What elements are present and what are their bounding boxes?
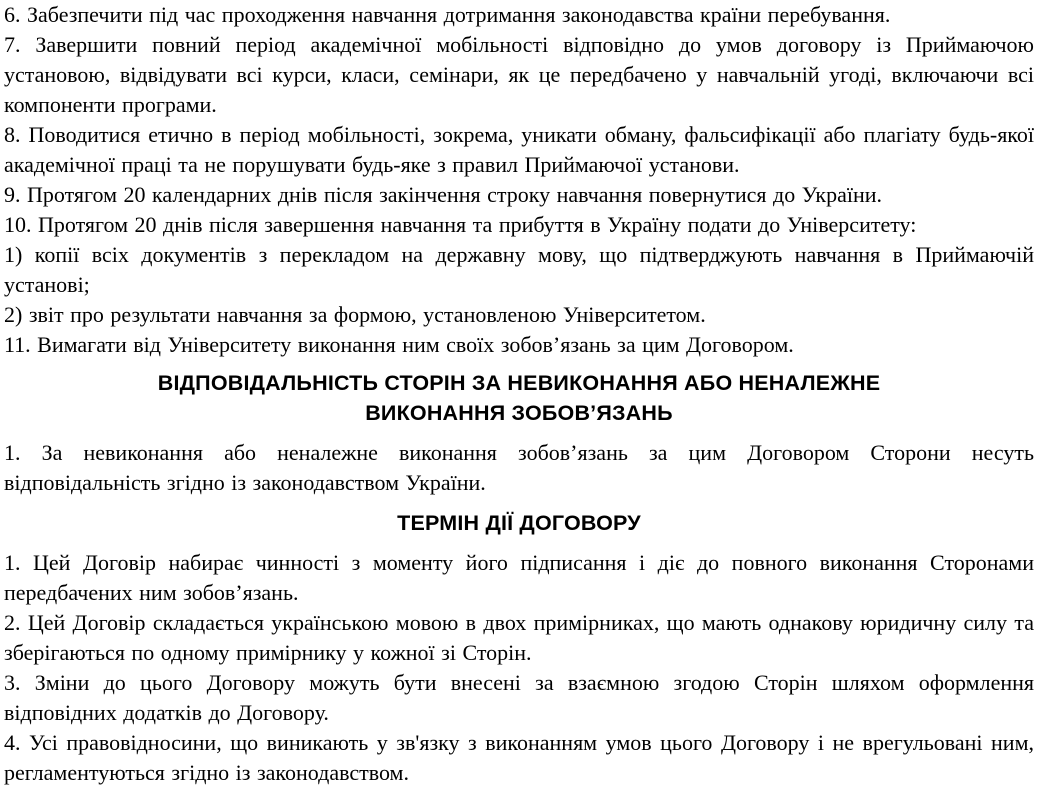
- term-clause-1: 1. Цей Договір набирає чинності з моменту його підписання і діє до повного виконання Сторонами передбачених ним зобов’язань.: [4, 550, 1034, 605]
- liability-heading-line-1: ВІДПОВІДАЛЬНІСТЬ СТОРІН ЗА НЕВИКОНАННЯ АБО НЕНАЛЕЖНЕ: [157, 371, 881, 395]
- liability-heading-line-2: ВИКОНАННЯ ЗОБОВ’ЯЗАНЬ: [365, 401, 673, 425]
- term-clause-4: 4. Усі правовідносини, що виникають у зв'язку з виконанням умов цього Договору і не врегульовані ним, регламентуються згідно із законодавством.: [4, 730, 1034, 785]
- clause-9: 9. Протягом 20 календарних днів після закінчення строку навчання повернутися до України.: [4, 182, 882, 207]
- clause-7: 7. Завершити повний період академічної мобільності відповідно до умов договору із Приймаючою установою, відвідувати всі курси, класи, семінари, як це передбачено у навчальній угоді, включаючи всі компоненти програми.: [4, 32, 1034, 117]
- clause-10: 10. Протягом 20 днів після завершення навчання та прибуття в Україну подати до Університету:: [4, 212, 917, 237]
- clause-10-item-2: 2) звіт про результати навчання за формою, установленою Університетом.: [4, 302, 706, 327]
- clause-6: 6. Забезпечити під час проходження навчання дотримання законодавства країни перебування.: [4, 2, 891, 27]
- term-heading: ТЕРМІН ДІЇ ДОГОВОРУ: [397, 511, 641, 535]
- term-clause-2: 2. Цей Договір складається українською мовою в двох примірниках, що мають однакову юридичну силу та зберігаються по одному примірнику у кожної зі Сторін.: [4, 610, 1034, 665]
- clause-10-item-1: 1) копії всіх документів з перекладом на державну мову, що підтверджують навчання в Приймаючій установі;: [4, 242, 1034, 297]
- liability-clause-1: 1. За невиконання або неналежне виконання зобов’язань за цим Договором Сторони несуть відповідальність згідно із законодавством України.: [4, 440, 1034, 495]
- clause-8: 8. Поводитися етично в період мобільності, зокрема, уникати обману, фальсифікації або плагіату будь-якої академічної праці та не порушувати будь-яке з правил Приймаючої установи.: [4, 122, 1034, 177]
- clause-11: 11. Вимагати від Університету виконання ним своїх зобов’язань за цим Договором.: [4, 332, 794, 357]
- term-clause-3: 3. Зміни до цього Договору можуть бути внесені за взаємною згодою Сторін шляхом оформлення відповідних додатків до Договору.: [4, 670, 1034, 725]
